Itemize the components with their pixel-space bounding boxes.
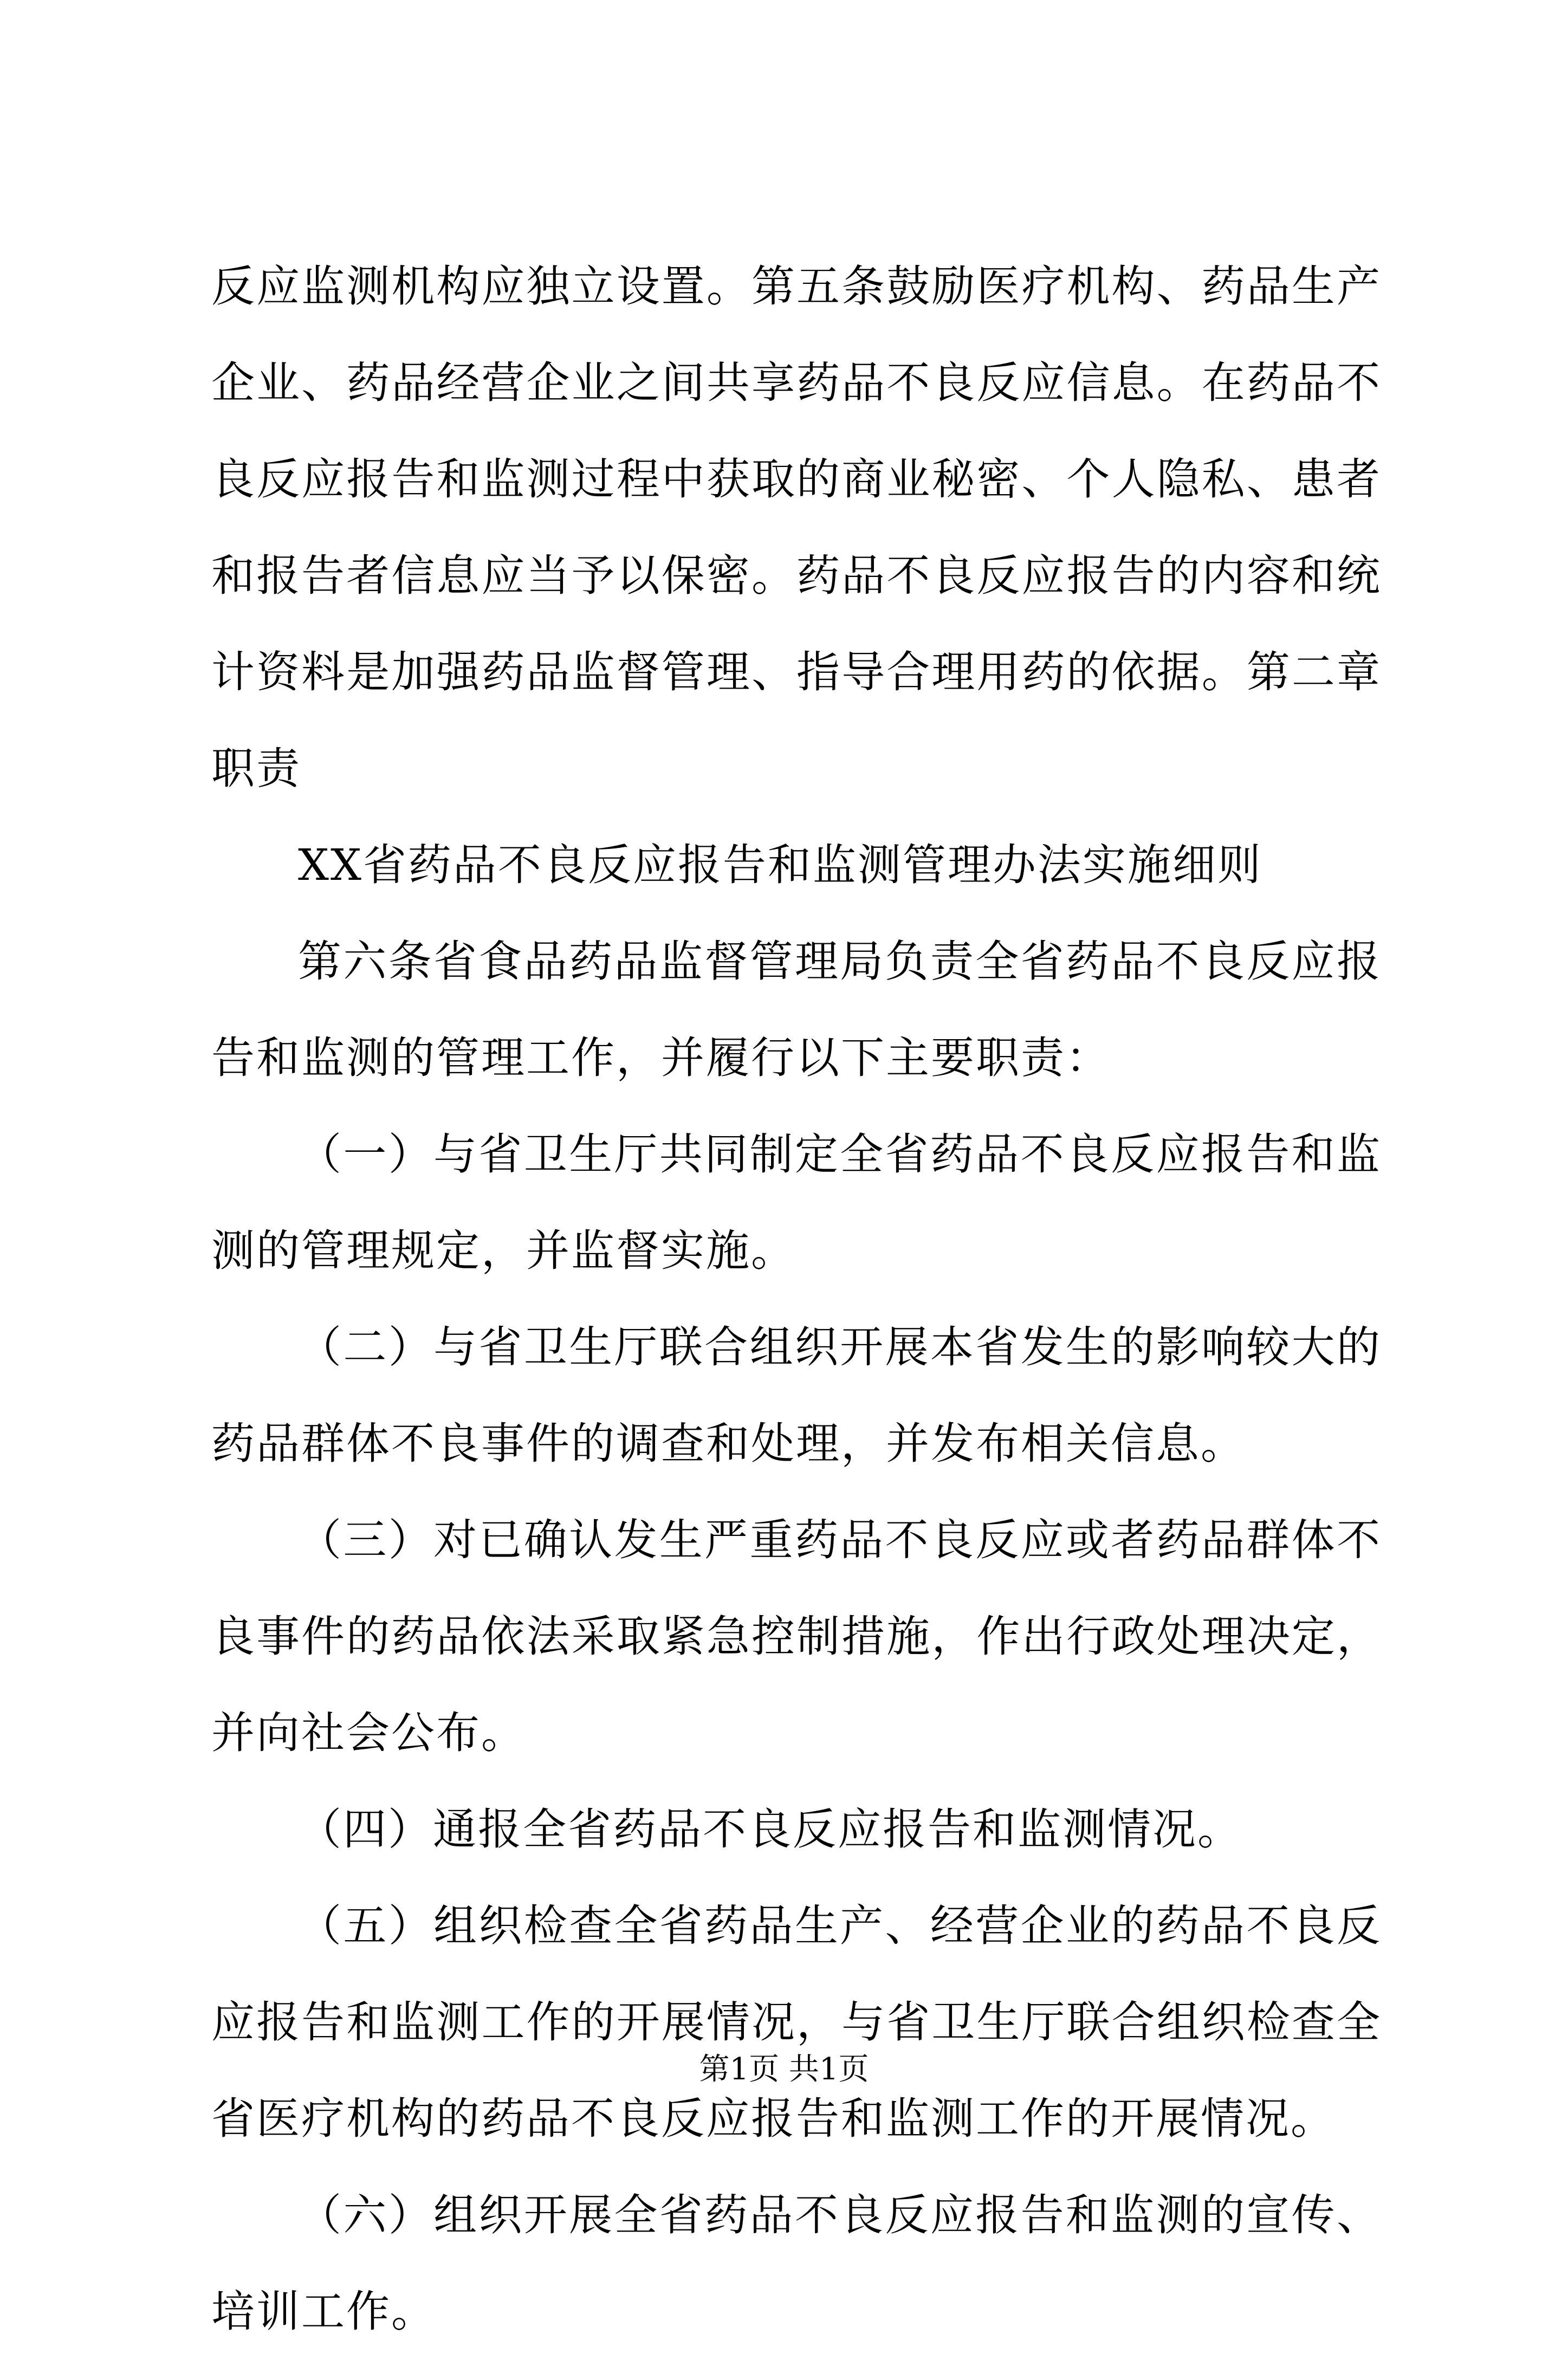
paragraph-7: （四）通报全省药品不良反应报告和监测情况。 — [298, 1804, 1242, 1855]
paragraph-3: 第六条省食品药品监督管理局负责全省药品不良反应报告和监测的管理工作，并履行以下主要职责： — [211, 936, 1382, 1083]
paragraph-6: （三）对已确认发生严重药品不良反应或者药品群体不良事件的药品依法采取紧急控制措施，作出行政处理决定，并向社会公布。 — [211, 1515, 1382, 1758]
paragraph-8: （五）组织检查全省药品生产、经营企业的药品不良反应报告和监测工作的开展情况，与省卫生厅联合组织检查全省医疗机构的药品不良反应报告和监测工作的开展情况。 — [211, 1901, 1382, 2144]
paragraph-5: （二）与省卫生厅联合组织开展本省发生的影响较大的药品群体不良事件的调查和处理，并发布相关信息。 — [211, 1322, 1382, 1469]
paragraph-9: （六）组织开展全省药品不良反应报告和监测的宣传、培训工作。 — [211, 2190, 1382, 2337]
page-footer: 第1页 共1页 — [699, 2052, 869, 2087]
document-body — [211, 238, 1382, 2360]
paragraph-4: （一）与省卫生厅共同制定全省药品不良反应报告和监测的管理规定，并监督实施。 — [211, 1129, 1382, 1276]
paragraph-2-title: XX省药品不良反应报告和监测管理办法实施细则 — [298, 840, 1262, 890]
paragraph-1: 反应监测机构应独立设置。第五条鼓励医疗机构、药品生产企业、药品经营企业之间共享药品不良反应信息。在药品不良反应报告和监测过程中获取的商业秘密、个人隐私、患者和报告者信息应当予以保密。药品不良反应报告的内容和统计资料是加强药品监督管理、指导合理用药的依据。第二章职责 — [211, 261, 1382, 794]
